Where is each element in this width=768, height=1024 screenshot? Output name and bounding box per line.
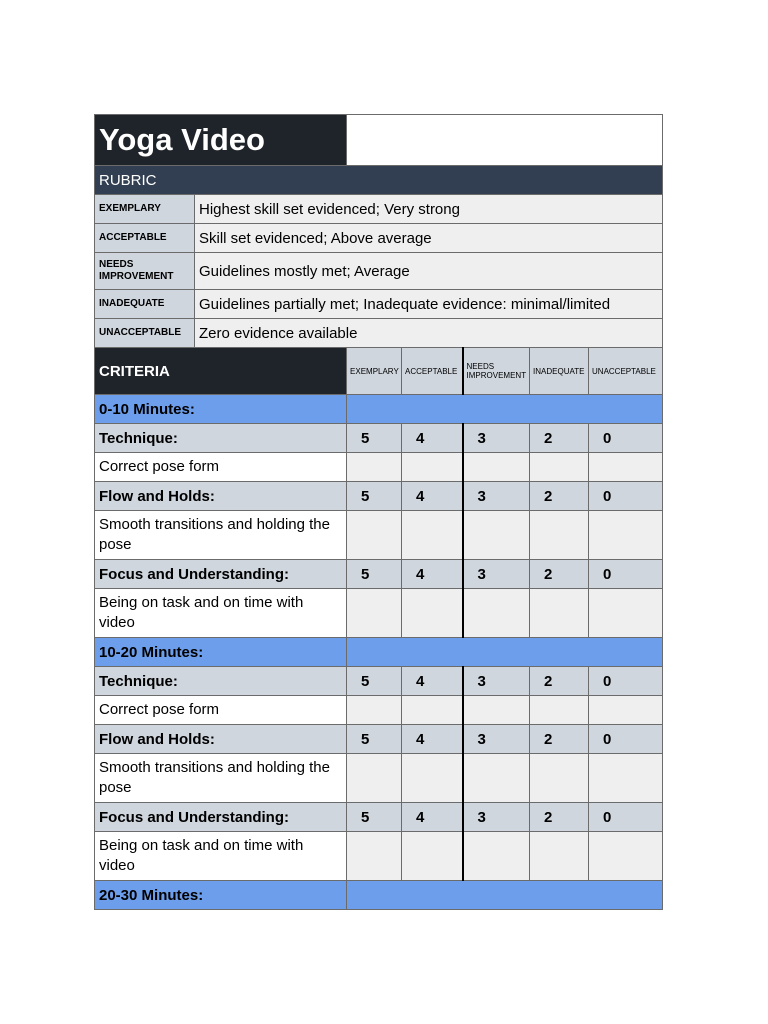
title-row	[95, 115, 663, 166]
criterion-description: Correct pose form	[95, 696, 347, 725]
category-row	[95, 725, 663, 754]
score-cell: 2	[530, 424, 589, 453]
category-label: Technique:	[95, 667, 347, 696]
score-entry-cell[interactable]	[463, 453, 530, 482]
section-row	[95, 395, 663, 424]
category-row	[95, 667, 663, 696]
rubric-level-row	[95, 195, 663, 224]
score-cell: 5	[347, 560, 402, 589]
rubric-level-label: NEEDS IMPROVEMENT	[95, 253, 195, 290]
section-label: 0-10 Minutes:	[95, 395, 347, 424]
score-entry-cell[interactable]	[463, 589, 530, 638]
score-cell: 2	[530, 803, 589, 832]
score-cell: 4	[402, 560, 463, 589]
score-entry-cell[interactable]	[347, 754, 402, 803]
category-row	[95, 424, 663, 453]
section-fill-cell	[347, 395, 663, 424]
score-entry-cell[interactable]	[402, 696, 463, 725]
rubric-level-description: Guidelines mostly met; Average	[195, 253, 663, 290]
rubric-level-row	[95, 319, 663, 348]
category-row	[95, 560, 663, 589]
score-entry-cell[interactable]	[463, 696, 530, 725]
section-label: 10-20 Minutes:	[95, 638, 347, 667]
category-label: Flow and Holds:	[95, 725, 347, 754]
rubric-level-row	[95, 224, 663, 253]
rubric-level-row	[95, 290, 663, 319]
score-cell: 4	[402, 667, 463, 696]
score-cell: 0	[589, 424, 663, 453]
rubric-sheet	[94, 114, 663, 910]
score-cell: 5	[347, 667, 402, 696]
page-title: Yoga Video	[95, 115, 347, 166]
score-cell: 0	[589, 667, 663, 696]
score-cell: 3	[463, 560, 530, 589]
score-cell: 3	[463, 482, 530, 511]
rubric-heading: RUBRIC	[95, 166, 663, 195]
score-cell: 4	[402, 482, 463, 511]
score-cell: 3	[463, 667, 530, 696]
rubric-level-description: Guidelines partially met; Inadequate evidence: minimal/limited	[195, 290, 663, 319]
score-cell: 3	[463, 803, 530, 832]
score-entry-cell[interactable]	[530, 453, 589, 482]
rubric-level-label: UNACCEPTABLE	[95, 319, 195, 348]
score-cell: 0	[589, 560, 663, 589]
score-entry-cell[interactable]	[530, 696, 589, 725]
score-cell: 2	[530, 725, 589, 754]
score-entry-cell[interactable]	[589, 453, 663, 482]
section-fill-cell	[347, 881, 663, 910]
score-entry-cell[interactable]	[402, 754, 463, 803]
category-label: Focus and Understanding:	[95, 560, 347, 589]
score-cell: 3	[463, 424, 530, 453]
column-header-inadequate: INADEQUATE	[530, 348, 589, 395]
column-header-exemplary: EXEMPLARY	[347, 348, 402, 395]
score-cell: 2	[530, 482, 589, 511]
criteria-header-row	[95, 348, 663, 395]
score-cell: 5	[347, 482, 402, 511]
score-entry-cell[interactable]	[347, 696, 402, 725]
score-cell: 2	[530, 667, 589, 696]
score-entry-cell[interactable]	[530, 511, 589, 560]
description-row	[95, 696, 663, 725]
score-entry-cell[interactable]	[402, 511, 463, 560]
criterion-description: Smooth transitions and holding the pose	[95, 511, 347, 560]
score-entry-cell[interactable]	[347, 589, 402, 638]
title-blank-cell[interactable]	[347, 115, 663, 166]
criteria-heading: CRITERIA	[95, 348, 347, 395]
category-label: Technique:	[95, 424, 347, 453]
rubric-level-label: INADEQUATE	[95, 290, 195, 319]
section-row	[95, 881, 663, 910]
rubric-level-description: Highest skill set evidenced; Very strong	[195, 195, 663, 224]
score-cell: 5	[347, 424, 402, 453]
rubric-level-label: ACCEPTABLE	[95, 224, 195, 253]
criterion-description: Being on task and on time with video	[95, 832, 347, 881]
description-row	[95, 832, 663, 881]
criterion-description: Being on task and on time with video	[95, 589, 347, 638]
score-cell: 5	[347, 803, 402, 832]
section-fill-cell	[347, 638, 663, 667]
rubric-level-label: EXEMPLARY	[95, 195, 195, 224]
score-cell: 0	[589, 725, 663, 754]
score-entry-cell[interactable]	[402, 832, 463, 881]
score-cell: 0	[589, 482, 663, 511]
score-cell: 4	[402, 424, 463, 453]
score-cell: 4	[402, 725, 463, 754]
score-entry-cell[interactable]	[530, 832, 589, 881]
column-header-acceptable: ACCEPTABLE	[402, 348, 463, 395]
score-entry-cell[interactable]	[530, 589, 589, 638]
score-entry-cell[interactable]	[589, 511, 663, 560]
column-header-needs-improvement: NEEDS IMPROVEMENT	[463, 348, 530, 395]
score-entry-cell[interactable]	[463, 511, 530, 560]
category-row	[95, 482, 663, 511]
score-entry-cell[interactable]	[347, 832, 402, 881]
score-entry-cell[interactable]	[347, 511, 402, 560]
score-cell: 4	[402, 803, 463, 832]
score-entry-cell[interactable]	[463, 832, 530, 881]
description-row	[95, 511, 663, 560]
rubric-level-description: Zero evidence available	[195, 319, 663, 348]
score-entry-cell[interactable]	[402, 589, 463, 638]
score-entry-cell[interactable]	[347, 453, 402, 482]
criterion-description: Smooth transitions and holding the pose	[95, 754, 347, 803]
score-entry-cell[interactable]	[589, 832, 663, 881]
description-row	[95, 754, 663, 803]
rubric-heading-row	[95, 166, 663, 195]
column-header-unacceptable: UNACCEPTABLE	[589, 348, 663, 395]
score-entry-cell[interactable]	[589, 589, 663, 638]
rubric-level-description: Skill set evidenced; Above average	[195, 224, 663, 253]
score-entry-cell[interactable]	[463, 754, 530, 803]
score-entry-cell[interactable]	[589, 696, 663, 725]
score-entry-cell[interactable]	[589, 754, 663, 803]
category-label: Flow and Holds:	[95, 482, 347, 511]
description-row	[95, 589, 663, 638]
section-label: 20-30 Minutes:	[95, 881, 347, 910]
score-cell: 5	[347, 725, 402, 754]
description-row	[95, 453, 663, 482]
rubric-level-row	[95, 253, 663, 290]
score-entry-cell[interactable]	[530, 754, 589, 803]
score-entry-cell[interactable]	[402, 453, 463, 482]
score-cell: 0	[589, 803, 663, 832]
criterion-description: Correct pose form	[95, 453, 347, 482]
category-row	[95, 803, 663, 832]
section-row	[95, 638, 663, 667]
score-cell: 2	[530, 560, 589, 589]
category-label: Focus and Understanding:	[95, 803, 347, 832]
score-cell: 3	[463, 725, 530, 754]
